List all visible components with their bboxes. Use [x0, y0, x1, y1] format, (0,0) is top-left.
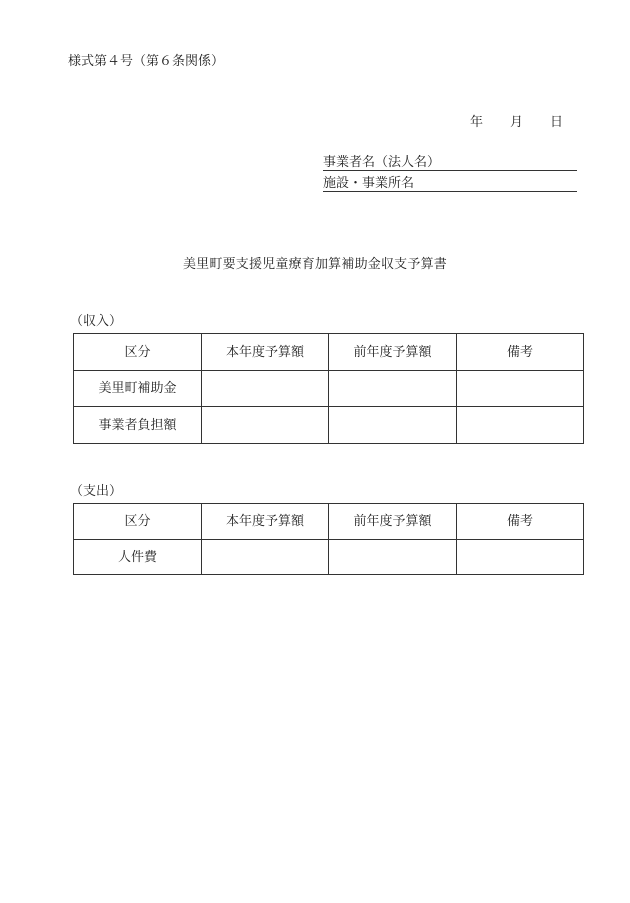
business-name-label: 事業者名（法人名）: [323, 155, 441, 170]
income-table: [73, 333, 584, 444]
expenditure-row-remarks: [457, 540, 584, 575]
expenditure-header-current-budget: 本年度予算額: [202, 504, 329, 540]
table-row: [74, 371, 584, 407]
expenditure-row-category: 人件費: [74, 540, 202, 575]
business-name-line: [323, 155, 577, 171]
facility-name-label: 施設・事業所名: [323, 176, 415, 191]
income-row-current-budget: [202, 407, 329, 444]
form-number: 様式第４号（第６条関係）: [68, 54, 225, 69]
income-header-row: [74, 334, 584, 371]
expenditure-section-label: （支出）: [70, 484, 123, 499]
expenditure-table: [73, 503, 584, 575]
expenditure-header-category: 区分: [74, 504, 202, 540]
income-row-previous-budget: [329, 371, 457, 407]
expenditure-row-current-budget: [202, 540, 329, 575]
date-month-label: 月: [510, 115, 524, 130]
income-row-category: 美里町補助金: [74, 371, 202, 407]
table-row: [74, 407, 584, 444]
expenditure-header-remarks: 備考: [457, 504, 584, 540]
income-header-category: 区分: [74, 334, 202, 371]
expenditure-header-row: [74, 504, 584, 540]
income-row-remarks: [457, 371, 584, 407]
income-header-current-budget: 本年度予算額: [202, 334, 329, 371]
facility-name-line: [323, 176, 577, 192]
income-row-remarks: [457, 407, 584, 444]
expenditure-header-previous-budget: 前年度予算額: [329, 504, 457, 540]
expenditure-row-previous-budget: [329, 540, 457, 575]
income-header-remarks: 備考: [457, 334, 584, 371]
income-row-current-budget: [202, 371, 329, 407]
date-year-label: 年: [470, 115, 484, 130]
income-header-previous-budget: 前年度予算額: [329, 334, 457, 371]
income-section-label: （収入）: [70, 314, 123, 329]
table-row: [74, 540, 584, 575]
document-title: 美里町要支援児童療育加算補助金収支予算書: [182, 257, 447, 272]
income-row-previous-budget: [329, 407, 457, 444]
income-row-category: 事業者負担額: [74, 407, 202, 444]
date-day-label: 日: [550, 115, 564, 130]
